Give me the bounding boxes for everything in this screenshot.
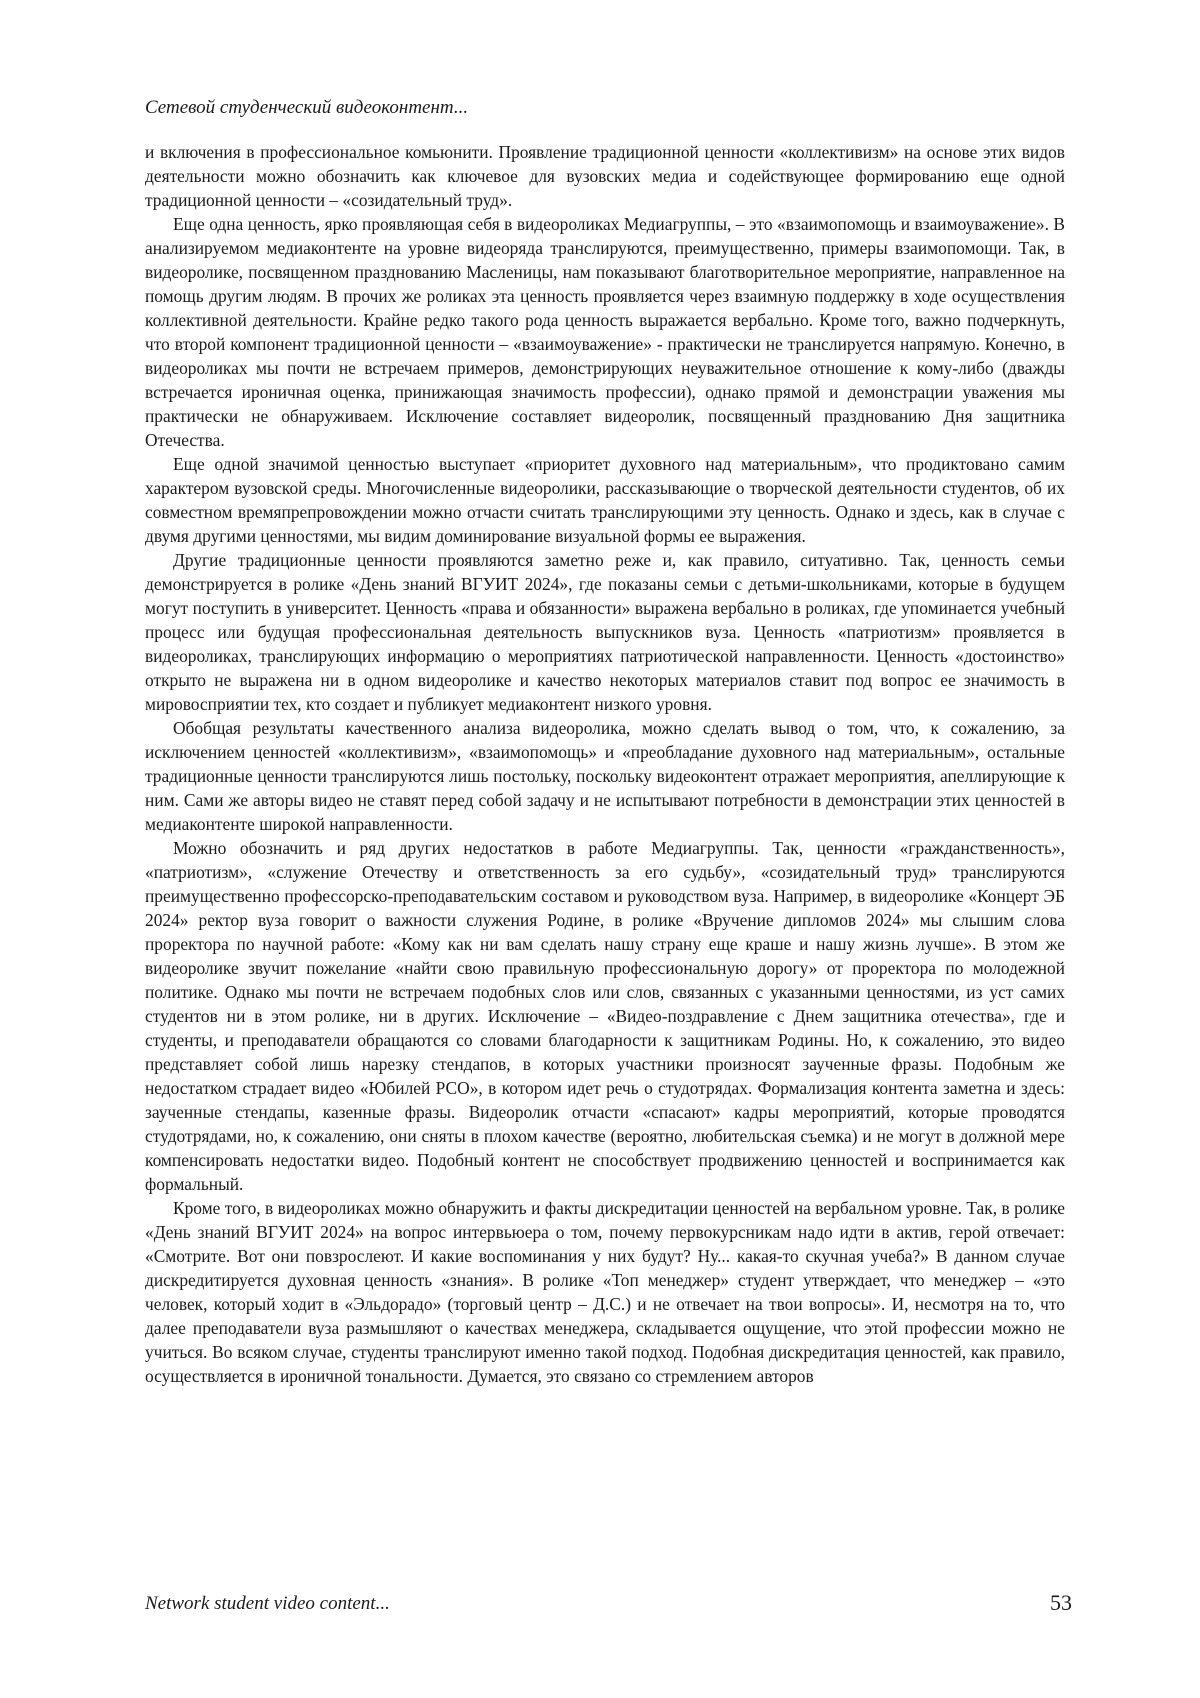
article-body (145, 140, 1065, 1388)
paragraph-2: Еще одна ценность, ярко проявляющая себя в видеороликах Медиагруппы, – это «взаимопомощь и взаимоуважение». В анализируемом медиаконтенте на уровне видеоряда транслируются, преимущественно, примеры взаимопомощи. Так, в видеоролике, посвященном празднованию Масленицы, нам показывают благотворительное мероприятие, направленное на помощь другим людям. В прочих же роликах эта ценность проявляется через взаимную поддержку в ходе осуществления коллективной деятельности. Крайне редко такого рода ценность выражается вербально. Кроме того, важно подчеркнуть, что второй компонент традиционной ценности – «взаимоуважение» - практически не транслируется напрямую. Конечно, в видеороликах мы почти не встречаем примеров, демонстрирующих неуважительное отношение к кому-либо (дважды встречается ироничная оценка, принижающая значимость профессии), однако прямой и демонстрации уважения мы практически не обнаруживаем. Исключение составляет видеоролик, посвященный празднованию Дня защитника Отечества. (145, 214, 1065, 450)
paragraph-7: Кроме того, в видеороликах можно обнаружить и факты дискредитации ценностей на вербальном уровне. Так, в ролике «День знаний ВГУИТ 2024» на вопрос интервьюера о том, почему первокурсникам надо идти в актив, герой отвечает: «Смотрите. Вот они повзрослеют. И какие воспоминания у них будут? Ну... какая-то скучная учеба?» В данном случае дискредитируется духовная ценность «знания». В ролике «Топ менеджер» студент утверждает, что менеджер – «это человек, который ходит в «Эльдорадо» (торговый центр – Д.С.) и не отвечает на твои вопросы». И, несмотря на то, что далее преподаватели вуза размышляют о качествах менеджера, складывается ощущение, что этой профессии можно не учиться. Во всяком случае, студенты транслируют именно такой подход. Подобная дискредитация ценностей, как правило, осуществляется в ироничной тональности. Думается, это связано со стремлением авторов (145, 1198, 1065, 1386)
paragraph-3: Еще одной значимой ценностью выступает «приоритет духовного над материальным», что продиктовано самим характером вузовской среды. Многочисленные видеоролики, рассказывающие о творческой деятельности студентов, об их совместном времяпрепровождении можно отчасти считать транслирующими эту ценность. Однако и здесь, как в случае с двумя другими ценностями, мы видим доминирование визуальной формы ее выражения. (145, 454, 1065, 546)
paragraph-4: Другие традиционные ценности проявляются заметно реже и, как правило, ситуативно. Так, ценность семьи демонстрируется в ролике «День знаний ВГУИТ 2024», где показаны семьи с детьми-школьниками, которые в будущем могут поступить в университет. Ценность «права и обязанности» выражена вербально в роликах, где упоминается учебный процесс или будущая профессиональная деятельность выпускников вуза. Ценность «патриотизм» проявляется в видеороликах, транслирующих информацию о мероприятиях патриотической направленности. Ценность «достоинство» открыто не выражена ни в одном видеоролике и качество некоторых материалов ставит под вопрос ее значимость в мировосприятии тех, кто создает и публикует медиаконтент низкого уровня. (145, 550, 1065, 714)
paragraph-1: и включения в профессиональное комьюнити. Проявление традиционной ценности «коллективизм» на основе этих видов деятельности можно обозначить как ключевое для вузовских медиа и содействующее формированию еще одной традиционной ценности – «созидательный труд». (145, 142, 1065, 210)
paragraph-6: Можно обозначить и ряд других недостатков в работе Медиагруппы. Так, ценности «гражданственность», «патриотизм», «служение Отечеству и ответственность за его судьбу», «созидательный труд» транслируются преимущественно профессорско-преподавательским составом и руководством вуза. Например, в видеоролике «Концерт ЭБ 2024» ректор вуза говорит о важности служения Родине, в ролике «Вручение дипломов 2024» мы слышим слова проректора по научной работе: «Кому как ни вам сделать нашу страну еще краше и нашу жизнь лучше». В этом же видеоролике звучит пожелание «найти свою правильную профессиональную дорогу» от проректора по молодежной политике. Однако мы почти не встречаем подобных слов или слов, связанных с указанными ценностями, из уст самих студентов ни в этом ролике, ни в других. Исключение – «Видео-поздравление с Днем защитника отечества», где и студенты, и преподаватели обращаются со словами благодарности к защитникам Родины. Но, к сожалению, это видео представляет собой лишь нарезку стендапов, в которых участники произносят заученные фразы. Подобным же недостатком страдает видео «Юбилей РСО», в котором идет речь о студотрядах. Формализация контента заметна и здесь: заученные стендапы, казенные фразы. Видеоролик отчасти «спасают» кадры мероприятий, которые проводятся студотрядами, но, к сожалению, они сняты в плохом качестве (вероятно, любительская съемка) и не могут в должной мере компенсировать недостатки видео. Подобный контент не способствует продвижению ценностей и воспринимается как формальный. (145, 838, 1065, 1194)
running-footer: Network student video content... (145, 1593, 390, 1614)
running-header: Сетевой студенческий видеоконтент... (145, 97, 469, 118)
paragraph-5: Обобщая результаты качественного анализа видеоролика, можно сделать вывод о том, что, к сожалению, за исключением ценностей «коллективизм», «взаимопомощь» и «преобладание духовного над материальным», остальные традиционные ценности транслируются лишь постольку, поскольку видеоконтент отражает мероприятия, апеллирующие к ним. Сами же авторы видео не ставят перед собой задачу и не испытывают потребности в демонстрации этих ценностей в медиаконтенте широкой направленности. (145, 718, 1065, 834)
page-number: 53 (1050, 1590, 1072, 1615)
